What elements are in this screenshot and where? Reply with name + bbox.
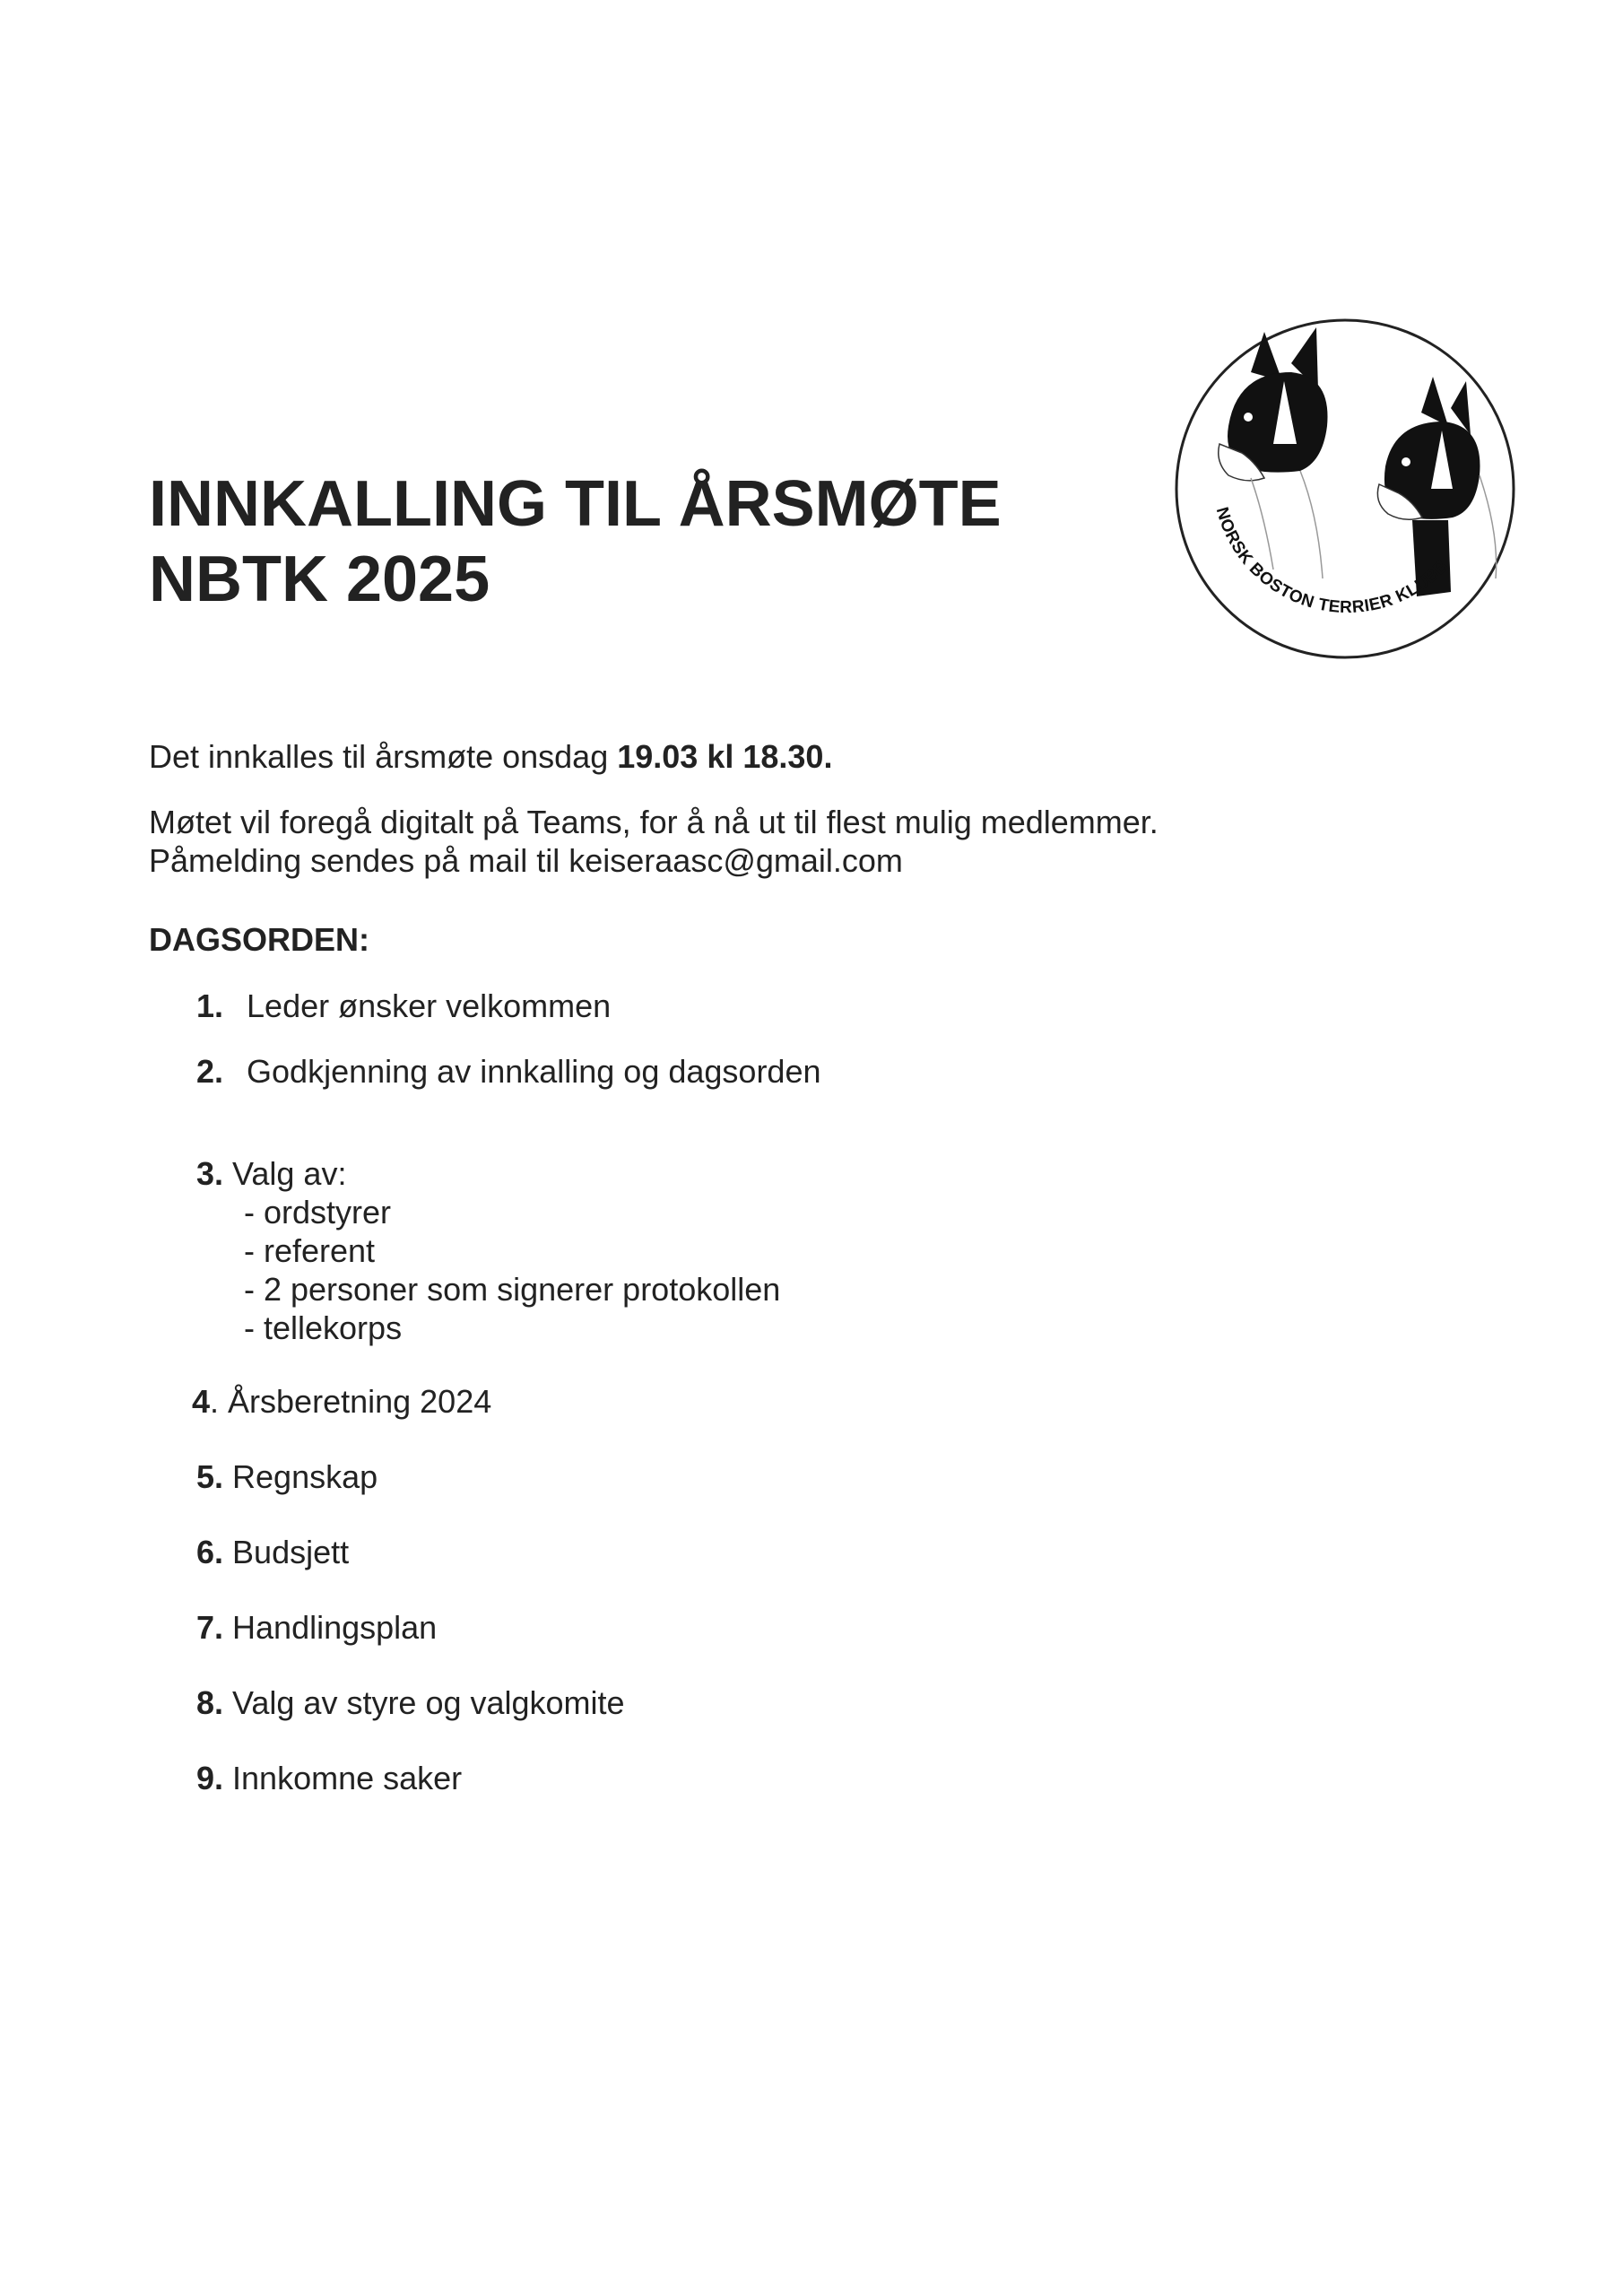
- agenda-heading: DAGSORDEN:: [149, 921, 370, 958]
- agenda-item-3: [196, 1154, 346, 1193]
- agenda-item-number: 9.: [196, 1760, 224, 1796]
- boston-terrier-logo-icon: [1166, 309, 1524, 668]
- agenda-item-number: 2.: [196, 1053, 224, 1090]
- agenda-item-number: 6.: [196, 1534, 224, 1570]
- agenda-item-4: [192, 1382, 491, 1421]
- meeting-paragraph: [149, 803, 1159, 880]
- agenda-item-text: Handlingsplan: [223, 1609, 438, 1646]
- title-line-1: INNKALLING TIL ÅRSMØTE: [149, 468, 1002, 540]
- agenda-item-9: [196, 1759, 462, 1797]
- agenda-item-5: [196, 1457, 378, 1496]
- valg-sub-item-1: - ordstyrer: [244, 1194, 392, 1231]
- valg-sub-item-4: - tellekorps: [244, 1309, 403, 1346]
- logo-ring-text: NORSK BOSTON TERRIER KLUBB: [1211, 505, 1453, 618]
- document-title: [149, 466, 1002, 617]
- title-line-2: NBTK 2025: [149, 544, 490, 615]
- agenda-item-number: 8.: [196, 1684, 224, 1721]
- agenda-item-text: Valg av:: [223, 1155, 347, 1192]
- agenda-item-number: 1.: [196, 987, 224, 1024]
- agenda-item-number: 5.: [196, 1458, 224, 1495]
- agenda-item-number: 3.: [196, 1155, 224, 1192]
- meeting-line-1: Møtet vil foregå digitalt på Teams, for å nå ut til flest mulig medlemmer.: [149, 804, 1159, 840]
- agenda-item-6: [196, 1533, 349, 1571]
- agenda-item-7: [196, 1608, 437, 1647]
- agenda-item-1: [196, 987, 611, 1025]
- intro-text: Det innkalles til årsmøte onsdag: [149, 738, 618, 775]
- agenda-item-text: Budsjett: [223, 1534, 350, 1570]
- meeting-line-2: Påmelding sendes på mail til keiseraasc@gmail.com: [149, 842, 903, 879]
- agenda-item-text: Godkjenning av innkalling og dagsorden: [247, 1053, 821, 1090]
- agenda-item-number: 4: [192, 1383, 211, 1420]
- valg-sub-item-2: - referent: [244, 1232, 376, 1269]
- agenda-item-text: Valg av styre og valgkomite: [223, 1684, 625, 1721]
- agenda-item-text: . Årsberetning 2024: [210, 1383, 492, 1420]
- meeting-datetime: 19.03 kl 18.30.: [617, 738, 833, 775]
- agenda-item-8: [196, 1683, 625, 1722]
- agenda-item-text: Innkomne saker: [223, 1760, 463, 1796]
- agenda-item-text: Leder ønsker velkommen: [247, 987, 612, 1024]
- agenda-item-2: [196, 1052, 821, 1091]
- agenda-item-number: 7.: [196, 1609, 224, 1646]
- intro-paragraph: [149, 737, 832, 776]
- valg-sub-item-3: - 2 personer som signerer protokollen: [244, 1271, 781, 1308]
- agenda-item-text: Regnskap: [223, 1458, 378, 1495]
